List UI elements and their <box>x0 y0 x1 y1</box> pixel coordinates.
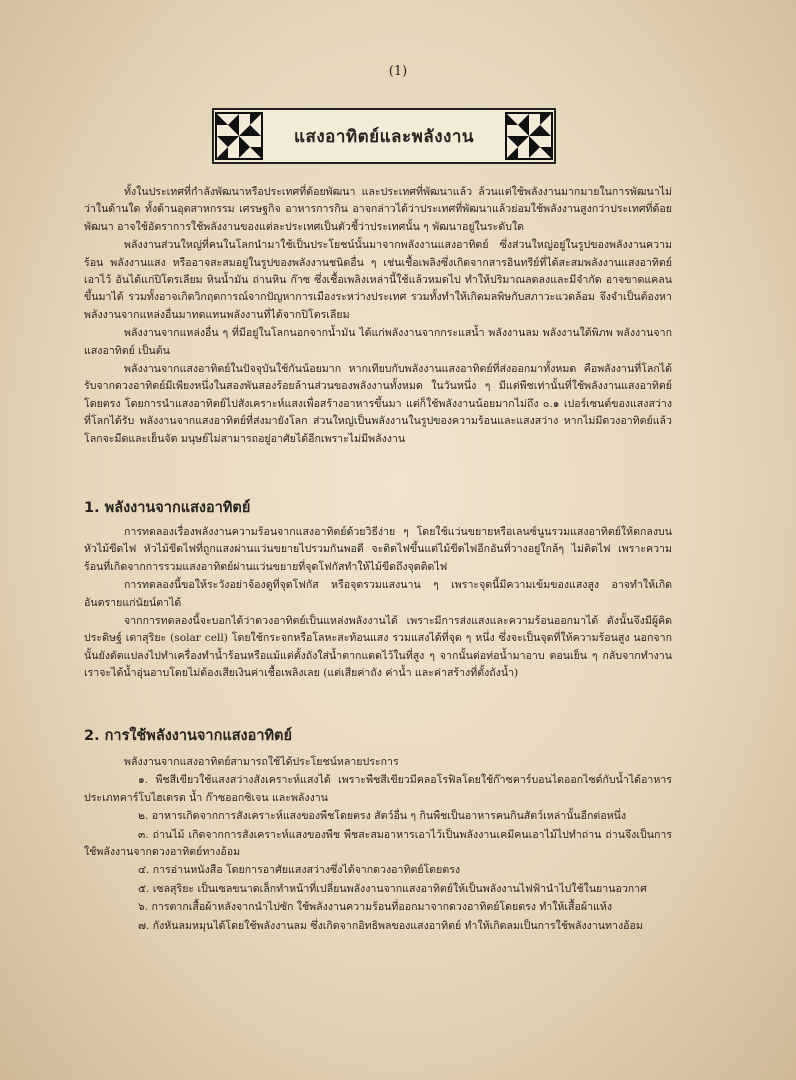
section-1-body <box>84 524 672 684</box>
list-item: ๑. พืชสีเขียวใช้แสงสว่างสังเคราะห์แสงได้ เพราะพืชสีเขียวมีคลอโรฟิลโดยใช้ก๊าซคาร์บอนไดออกไซด์กับน้ำได้อาหารประเภทคาร์โบไฮเดรต น้ำ ก๊าซออกซิเจน และพลังงาน <box>84 774 672 804</box>
list-item: ๗. กังหันลมหมุนได้โดยใช้พลังงานลม ซึ่งเกิดจากอิทธิพลของแสงอาทิตย์ ทำให้เกิดลมเป็นการใช้พลังงานทางอ้อม <box>138 919 643 932</box>
intro-paragraph: พลังงานจากแสงอาทิตย์ในปัจจุบันใช้กันน้อยมาก หากเทียบกับพลังงานแสงอาทิตย์ที่ส่งออกมาทั้งหมด คือพลังงานที่โลกได้รับจากดวงอาทิตย์มีเพียงหนึ่งในสองพันสองร้อยล้านส่วนของพลังงานทั้งหมด ในวันหนึ่ง ๆ มีแต่พืชเท่านั้นที่ใช้พลังงานแสงอาทิตย์โดยตรง โดยการนำแสงอาทิตย์ไปสังเคราะห์แสงเพื่อสร้างอาหารขึ้นมา แต่ก็ใช้พลังงานน้อยมากไม่ถึง ๐.๑ เปอร์เซนต์ของแสงสว่างที่โลกได้รับ พลังงานจากแสงอาทิตย์ที่ส่งมายังโลก ส่วนใหญ่เป็นพลังงานในรูปของความร้อนและแสงสว่าง หากไม่มีดวงอาทิตย์แล้วโลกจะมืดและเย็นจัด มนุษย์ไม่สามารถอยู่อาศัยได้อีกเพราะไม่มีพลังงาน <box>84 363 672 445</box>
section-1-heading: 1. พลังงานจากแสงอาทิตย์ <box>84 500 251 516</box>
pinwheel-emblem-right <box>505 112 553 160</box>
pinwheel-emblem-left <box>215 112 263 160</box>
intro-section <box>84 184 672 449</box>
intro-paragraph: ทั้งในประเทศที่กำลังพัฒนาหรือประเทศที่ด้อยพัฒนา และประเทศที่พัฒนาแล้ว ล้วนแต่ใช้พลังงานมากมายในการพัฒนาไม่ว่าในด้านใด ทั้งด้านอุตสาหกรรม เศรษฐกิจ อาหารการกิน อาจกล่าวได้ว่าประเทศที่พัฒนาแล้วย่อมใช้พลังงานสูงกว่าประเทศที่ด้อยพัฒนา อาจใช้อัตราการใช้พลังงานของแต่ละประเทศเป็นตัวชี้ว่าประเทศนั้น ๆ พัฒนาอยู่ในระดับใด <box>84 186 672 233</box>
section-1-paragraph: การทดลองเรื่องพลังงานความร้อนจากแสงอาทิตย์ด้วยวิธีง่าย ๆ โดยใช้แว่นขยายหรือเลนซ์นูนรวมแสงอาทิตย์ให้ตกลงบนหัวไม้ขีดไฟ หัวไม้ขีดไฟที่ถูกแสงผ่านแว่นขยายไปรวมกันพอดี จะติดไฟขึ้นแต่ไม้ขีดไฟอีกอันที่วางอยู่ใกล้ๆ ไม่ติดไฟ เพราะความร้อนที่เกิดจากการรวมแสงอาทิตย์ผ่านแว่นขยายที่จุดโฟกัสทำให้ไม้ขีดถึงจุดติดไฟ <box>84 526 672 573</box>
page-number: (1) <box>388 64 408 79</box>
title-banner <box>212 108 556 164</box>
page-title: แสงอาทิตย์และพลังงาน <box>294 126 474 147</box>
intro-paragraph: พลังงานจากแหล่งอื่น ๆ ที่มีอยู่ในโลกนอกจากน้ำมัน ได้แก่พลังงานจากกระแสน้ำ พลังงานลม พลังงานใต้พิภพ พลังงานจากแสงอาทิตย์ เป็นต้น <box>84 327 672 357</box>
intro-paragraph: พลังงานส่วนใหญ่ที่คนในโลกนำมาใช้เป็นประโยชน์นั้นมาจากพลังงานแสงอาทิตย์ ซึ่งส่วนใหญ่อยู่ในรูปของพลังงานความร้อน พลังงานแสง หรืออาจสะสมอยู่ในรูปของพลังงานชนิดอื่น ๆ เช่นเชื้อเพลิงซึ่งเกิดจากสารอินทรีย์ที่ได้สะสมพลังงานแสงอาทิตย์เอาไว้ อันได้แก่ปิโตรเลียม หินน้ำมัน ถ่านหิน ก๊าซ ซึ่งเชื้อเพลิงเหล่านี้ใช้แล้วหมดไป ทำให้ปริมาณลดลงและมีจำกัด อาจขาดแคลนขึ้นมาได้ รวมทั้งอาจเกิดวิกฤตการณ์จากปัญหาการเมืองระหว่างประเทศ รวมทั้งทำให้เกิดมลพิษกับสภาวะแวดล้อม จึงจำเป็นต้องหาพลังงานจากแหล่งอื่นมาทดแทนพลังงานที่ได้จากปิโตรเลียม <box>84 239 672 321</box>
list-item: ๖. การตากเสื้อผ้าหลังจากนำไปซัก ใช้พลังงานความร้อนที่ออกมาจากดวงอาทิตย์โดยตรง ทำให้เสื้อผ้าแห้ง <box>138 901 612 914</box>
list-item: ๕. เซลสุริยะ เป็นเซลขนาดเล็กทำหน้าที่เปลี่ยนพลังงานจากแสงอาทิตย์ให้เป็นพลังงานไฟฟ้านำไปใช้ในยานอวกาศ <box>138 882 647 895</box>
section-2-heading: 2. การใช้พลังงานจากแสงอาทิตย์ <box>84 728 292 744</box>
section-1-paragraph: การทดลองนี้ขอให้ระวังอย่าจ้องดูที่จุดโฟกัส หรือจุดรวมแสงนาน ๆ เพราะจุดนี้มีความเข้มของแสงสูง อาจทำให้เกิดอันตรายแก่นัยน์ตาได้ <box>84 579 672 609</box>
list-item: ๔. การอ่านหนังสือ โดยการอาศัยแสงสว่างซึ่งได้จากดวงอาทิตย์โดยตรง <box>138 864 461 877</box>
section-1-paragraph: จากการทดลองนี้จะบอกได้ว่าดวงอาทิตย์เป็นแหล่งพลังงานได้ เพราะมีการส่งแสงและความร้อนออกมาได้ ดังนั้นจึงมีผู้คิดประดิษฐ์ เตาสุริยะ (solar cell) โดยใช้กระจกหรือโลหะสะท้อนแสง รวมแสงได้ที่จุด ๆ หนึ่ง ซึ่งจะเป็นจุดที่ให้ความร้อนสูง นอกจากนั้นยังดัดแปลงไปทำเครื่องทำน้ำร้อนหรือแม้แต่ตั้งถังใส่น้ำตากแดดไว้ในที่สูง ๆ จากนั้นต่อท่อน้ำมาอาบ ตอนเย็น ๆ กลับจากทำงานเราจะได้น้ำอุ่นอาบโดยไม่ต้องเสียเงินค่าเชื้อเพลิงเลย (แต่เสียค่าถัง ค่าน้ำ และค่าสร้างที่ตั้งถังน้ำ) <box>84 615 672 680</box>
list-item: ๓. ถ่านไม้ เกิดจากการสังเคราะห์แสงของพืช พืชสะสมอาหารเอาไว้เป็นพลังงานเคมีคนเอาไม้ไปทำถ่าน ถ่านจึงเป็นการใช้พลังงานจากดวงอาทิตย์ทางอ้อม <box>84 828 672 859</box>
list-item: ๒. อาหารเกิดจากการสังเคราะห์แสงของพืชโดยตรง สัตว์อื่น ๆ กินพืชเป็นอาหารคนกินสัตว์เหล่านั้นอีกต่อหนึ่ง <box>138 810 627 823</box>
section-2-body <box>84 754 672 936</box>
section-2-lead: พลังงานจากแสงอาทิตย์สามารถใช้ได้ประโยชน์หลายประการ <box>124 756 399 768</box>
